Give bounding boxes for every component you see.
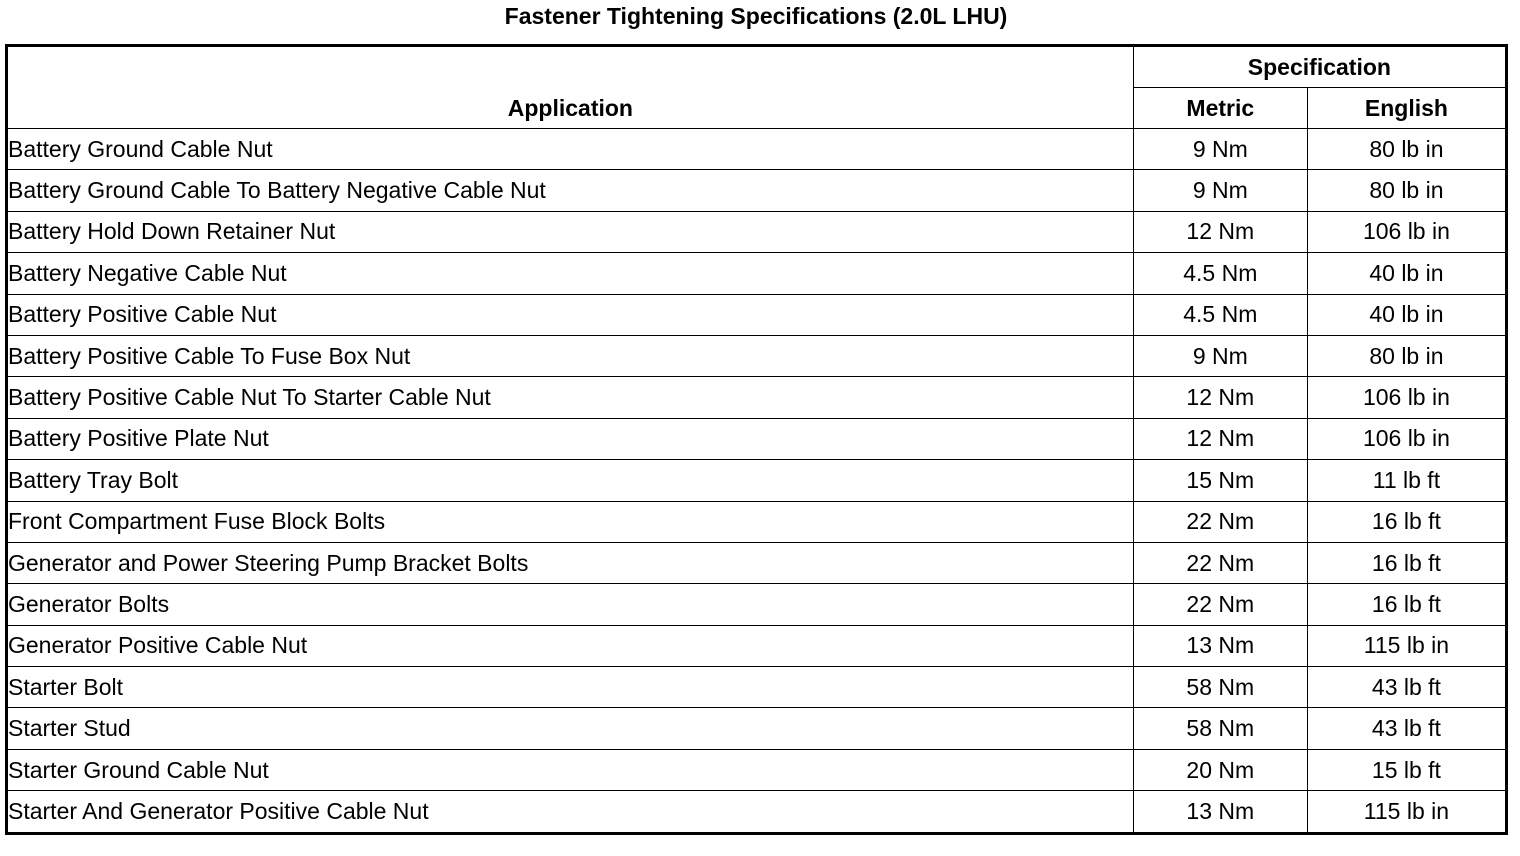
metric-cell: 9 Nm	[1133, 335, 1307, 376]
application-cell: Starter Ground Cable Nut	[7, 749, 1134, 790]
application-cell: Front Compartment Fuse Block Bolts	[7, 501, 1134, 542]
table-row	[7, 708, 1507, 749]
application-cell: Battery Positive Plate Nut	[7, 418, 1134, 459]
english-cell: 40 lb in	[1307, 253, 1506, 294]
application-cell: Generator and Power Steering Pump Bracket Bolts	[7, 542, 1134, 583]
table-row	[7, 749, 1507, 790]
metric-cell: 4.5 Nm	[1133, 253, 1307, 294]
metric-cell: 58 Nm	[1133, 708, 1307, 749]
english-cell: 16 lb ft	[1307, 501, 1506, 542]
application-cell: Generator Bolts	[7, 584, 1134, 625]
metric-cell: 22 Nm	[1133, 584, 1307, 625]
table-row	[7, 791, 1507, 833]
application-cell: Battery Negative Cable Nut	[7, 253, 1134, 294]
english-cell: 16 lb ft	[1307, 542, 1506, 583]
metric-cell: 22 Nm	[1133, 542, 1307, 583]
application-cell: Battery Ground Cable Nut	[7, 129, 1134, 170]
table-row	[7, 377, 1507, 418]
table-row	[7, 625, 1507, 666]
english-cell: 106 lb in	[1307, 211, 1506, 252]
application-cell: Generator Positive Cable Nut	[7, 625, 1134, 666]
application-cell: Starter Stud	[7, 708, 1134, 749]
table-row	[7, 211, 1507, 252]
table-row	[7, 294, 1507, 335]
metric-cell: 12 Nm	[1133, 418, 1307, 459]
application-cell: Battery Tray Bolt	[7, 460, 1134, 501]
table-row	[7, 418, 1507, 459]
metric-cell: 9 Nm	[1133, 170, 1307, 211]
table-row	[7, 542, 1507, 583]
metric-cell: 13 Nm	[1133, 791, 1307, 833]
english-cell: 106 lb in	[1307, 377, 1506, 418]
metric-cell: 13 Nm	[1133, 625, 1307, 666]
metric-cell: 12 Nm	[1133, 211, 1307, 252]
english-cell: 80 lb in	[1307, 335, 1506, 376]
application-cell: Battery Hold Down Retainer Nut	[7, 211, 1134, 252]
metric-cell: 58 Nm	[1133, 667, 1307, 708]
english-cell: 106 lb in	[1307, 418, 1506, 459]
metric-cell: 22 Nm	[1133, 501, 1307, 542]
application-cell: Battery Positive Cable To Fuse Box Nut	[7, 335, 1134, 376]
application-cell: Battery Positive Cable Nut To Starter Cable Nut	[7, 377, 1134, 418]
fastener-spec-table	[5, 44, 1508, 835]
table-row	[7, 460, 1507, 501]
application-cell: Battery Ground Cable To Battery Negative Cable Nut	[7, 170, 1134, 211]
english-cell: 115 lb in	[1307, 791, 1506, 833]
table-body	[7, 129, 1507, 834]
application-cell: Starter Bolt	[7, 667, 1134, 708]
table-row	[7, 335, 1507, 376]
english-cell: 15 lb ft	[1307, 749, 1506, 790]
table-row	[7, 253, 1507, 294]
metric-cell: 12 Nm	[1133, 377, 1307, 418]
english-cell: 16 lb ft	[1307, 584, 1506, 625]
table-row	[7, 584, 1507, 625]
english-header: English	[1307, 88, 1506, 129]
metric-cell: 20 Nm	[1133, 749, 1307, 790]
table-header	[7, 46, 1507, 129]
english-cell: 11 lb ft	[1307, 460, 1506, 501]
metric-cell: 15 Nm	[1133, 460, 1307, 501]
english-cell: 40 lb in	[1307, 294, 1506, 335]
table-row	[7, 129, 1507, 170]
table-row	[7, 667, 1507, 708]
metric-cell: 4.5 Nm	[1133, 294, 1307, 335]
english-cell: 115 lb in	[1307, 625, 1506, 666]
table-row	[7, 170, 1507, 211]
english-cell: 80 lb in	[1307, 129, 1506, 170]
specification-header: Specification	[1133, 46, 1506, 88]
english-cell: 43 lb ft	[1307, 667, 1506, 708]
metric-cell: 9 Nm	[1133, 129, 1307, 170]
page-title: Fastener Tightening Specifications (2.0L LHU)	[504, 3, 1008, 29]
english-cell: 80 lb in	[1307, 170, 1506, 211]
english-cell: 43 lb ft	[1307, 708, 1506, 749]
application-cell: Starter And Generator Positive Cable Nut	[7, 791, 1134, 833]
table-row	[7, 501, 1507, 542]
application-header: Application	[7, 46, 1134, 129]
application-cell: Battery Positive Cable Nut	[7, 294, 1134, 335]
metric-header: Metric	[1133, 88, 1307, 129]
